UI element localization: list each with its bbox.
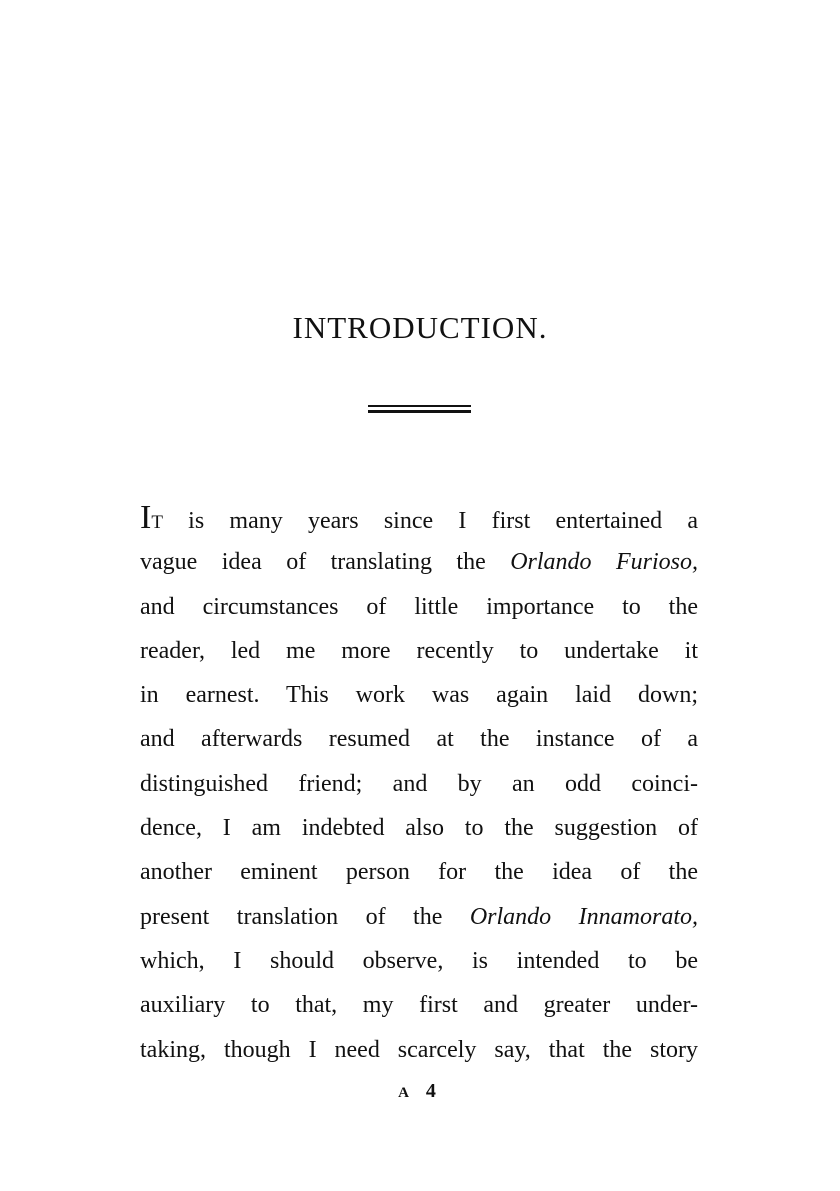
text-segment: which, I should observe, is intended to be	[140, 947, 698, 974]
text-line	[140, 895, 698, 939]
text-line	[140, 496, 698, 540]
text-line	[140, 762, 698, 806]
text-segment: reader, led me more recently to undertake it	[140, 637, 698, 664]
text-line	[140, 540, 698, 584]
text-line	[140, 673, 698, 717]
text-line	[140, 717, 698, 761]
text-segment: vague idea of translating the	[140, 549, 511, 576]
text-segment: distinguished friend; and by an odd coinci-	[140, 770, 698, 797]
text-line	[140, 850, 698, 894]
signature-letter: A	[398, 1085, 415, 1101]
text-segment: another eminent person for the idea of the	[140, 859, 698, 886]
text-segment: taking, though I need scarcely say, that the story	[140, 1036, 698, 1063]
text-segment: is many years since I first entertained a	[162, 508, 698, 534]
text-segment: auxiliary to that, my first and greater under-	[140, 992, 698, 1019]
text-line	[140, 983, 698, 1027]
text-line	[140, 585, 698, 629]
title-rule-thin	[368, 405, 471, 407]
text-segment: in earnest. This work was again laid down;	[140, 682, 698, 709]
italic-title: Orlando Furioso,	[510, 549, 698, 576]
text-line	[140, 1028, 698, 1072]
title-rule-thick	[368, 410, 471, 413]
signature-mark	[0, 1080, 840, 1103]
page-title: INTRODUCTION.	[292, 310, 548, 345]
text-segment: present translation of the	[140, 903, 470, 930]
text-segment: dence, I am indebted also to the suggestion of	[140, 815, 698, 842]
text-segment: and circumstances of little importance to the	[140, 593, 698, 620]
text-line	[140, 806, 698, 850]
body-paragraph	[140, 496, 698, 1072]
text-line	[140, 939, 698, 983]
signature-number: 4	[425, 1080, 442, 1102]
text-line	[140, 629, 698, 673]
text-segment: T	[151, 512, 163, 533]
italic-title: Orlando Innamorato,	[469, 903, 698, 930]
text-segment: and afterwards resumed at the instance of a	[140, 726, 698, 753]
drop-capital: I	[140, 499, 152, 536]
